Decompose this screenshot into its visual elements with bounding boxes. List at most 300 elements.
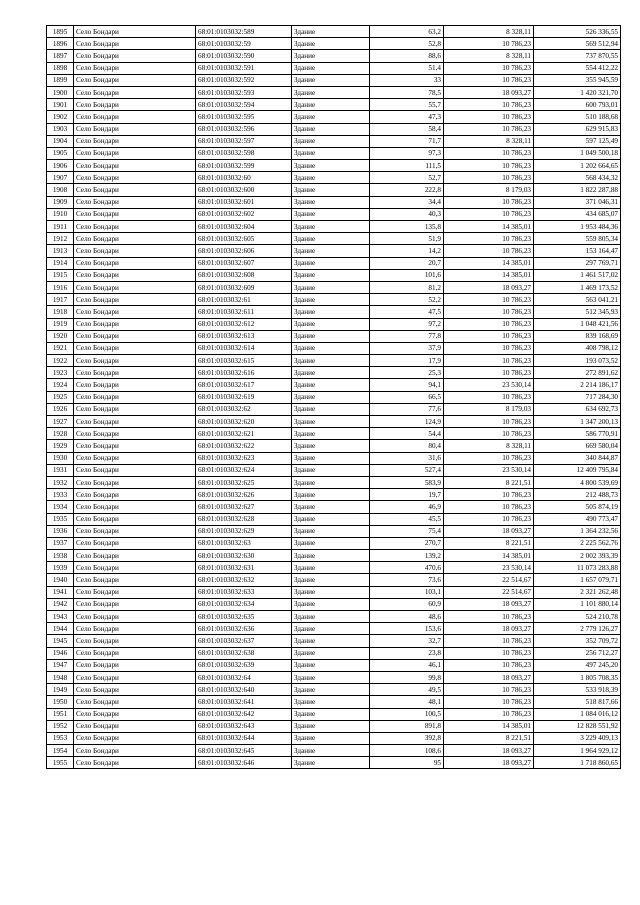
cell-cadastral-value: 510 188,68	[534, 111, 621, 123]
cell-cadastral-value: 12 828 551,92	[534, 720, 621, 732]
cell-cadastral-number: 68:01:0103032:630	[196, 550, 292, 562]
cell-specific-value: 23 530,14	[444, 562, 534, 574]
cell-cadastral-value: 1 964 929,12	[534, 745, 621, 757]
cell-cadastral-value: 839 168,69	[534, 330, 621, 342]
cell-cadastral-number: 68:01:0103032:604	[196, 221, 292, 233]
table-row	[47, 38, 621, 50]
cell-specific-value: 10 786,23	[444, 160, 534, 172]
cell-area: 97,3	[370, 147, 444, 159]
cell-specific-value: 10 786,23	[444, 452, 534, 464]
cell-object-type: Здание	[292, 684, 370, 696]
cell-cadastral-number: 68:01:0103032:602	[196, 208, 292, 220]
cell-cadastral-value: 554 412,22	[534, 62, 621, 74]
cell-cadastral-value: 11 073 283,88	[534, 562, 621, 574]
table-row	[47, 62, 621, 74]
cell-row-number: 1909	[47, 196, 74, 208]
cell-row-number: 1896	[47, 38, 74, 50]
cell-cadastral-number: 68:01:0103032:628	[196, 513, 292, 525]
cell-cadastral-number: 68:01:0103032:627	[196, 501, 292, 513]
table-row	[47, 598, 621, 610]
cell-cadastral-value: 340 844,87	[534, 452, 621, 464]
cell-row-number: 1918	[47, 306, 74, 318]
cell-specific-value: 10 786,23	[444, 172, 534, 184]
cell-locality: Село Бондари	[74, 257, 196, 269]
cell-object-type: Здание	[292, 147, 370, 159]
cell-locality: Село Бондари	[74, 647, 196, 659]
cell-locality: Село Бондари	[74, 745, 196, 757]
cell-row-number: 1908	[47, 184, 74, 196]
cell-area: 46,1	[370, 659, 444, 671]
cell-specific-value: 18 093,27	[444, 745, 534, 757]
cell-locality: Село Бондари	[74, 489, 196, 501]
table-row	[47, 233, 621, 245]
cell-area: 75,4	[370, 525, 444, 537]
table-row	[47, 440, 621, 452]
cell-cadastral-value: 533 918,39	[534, 684, 621, 696]
cell-locality: Село Бондари	[74, 50, 196, 62]
cell-locality: Село Бондари	[74, 416, 196, 428]
cell-row-number: 1929	[47, 440, 74, 452]
cell-area: 40,3	[370, 208, 444, 220]
table-row	[47, 221, 621, 233]
cell-specific-value: 8 221,51	[444, 476, 534, 488]
cell-cadastral-number: 68:01:0103032:644	[196, 732, 292, 744]
cell-row-number: 1919	[47, 318, 74, 330]
cell-row-number: 1950	[47, 696, 74, 708]
cell-cadastral-number: 68:01:0103032:595	[196, 111, 292, 123]
cell-area: 108,6	[370, 745, 444, 757]
cell-cadastral-value: 505 874,19	[534, 501, 621, 513]
cell-object-type: Здание	[292, 598, 370, 610]
cell-object-type: Здание	[292, 647, 370, 659]
table-row	[47, 574, 621, 586]
cell-cadastral-number: 68:01:0103032:642	[196, 708, 292, 720]
cell-row-number: 1917	[47, 294, 74, 306]
cell-row-number: 1943	[47, 611, 74, 623]
cell-cadastral-value: 297 769,71	[534, 257, 621, 269]
cell-cadastral-number: 68:01:0103032:631	[196, 562, 292, 574]
cell-specific-value: 8 221,51	[444, 732, 534, 744]
cell-area: 153,6	[370, 623, 444, 635]
cell-area: 47,5	[370, 306, 444, 318]
cell-specific-value: 22 514,67	[444, 586, 534, 598]
cell-object-type: Здание	[292, 635, 370, 647]
table-row	[47, 428, 621, 440]
table-body	[47, 26, 621, 769]
cell-cadastral-value: 2 214 186,17	[534, 379, 621, 391]
cell-cadastral-value: 1 953 484,36	[534, 221, 621, 233]
cell-area: 95	[370, 757, 444, 769]
cell-row-number: 1931	[47, 464, 74, 476]
cell-cadastral-number: 68:01:0103032:601	[196, 196, 292, 208]
cell-row-number: 1926	[47, 403, 74, 415]
cell-specific-value: 10 786,23	[444, 38, 534, 50]
table-row	[47, 160, 621, 172]
cell-row-number: 1898	[47, 62, 74, 74]
cell-object-type: Здание	[292, 86, 370, 98]
cell-cadastral-number: 68:01:0103032:629	[196, 525, 292, 537]
table-row	[47, 172, 621, 184]
table-row	[47, 74, 621, 86]
cell-area: 81,2	[370, 281, 444, 293]
cell-area: 47,3	[370, 111, 444, 123]
table-row	[47, 379, 621, 391]
table-row	[47, 318, 621, 330]
cell-cadastral-number: 68:01:0103032:621	[196, 428, 292, 440]
cell-row-number: 1902	[47, 111, 74, 123]
cell-area: 124,9	[370, 416, 444, 428]
cell-object-type: Здание	[292, 367, 370, 379]
cell-cadastral-value: 597 125,49	[534, 135, 621, 147]
cell-row-number: 1925	[47, 391, 74, 403]
cell-area: 891,8	[370, 720, 444, 732]
cell-object-type: Здание	[292, 659, 370, 671]
cell-cadastral-number: 68:01:0103032:64	[196, 671, 292, 683]
table-row	[47, 696, 621, 708]
cell-object-type: Здание	[292, 123, 370, 135]
cell-locality: Село Бондари	[74, 403, 196, 415]
cell-locality: Село Бондари	[74, 160, 196, 172]
cell-locality: Село Бондари	[74, 513, 196, 525]
cell-locality: Село Бондари	[74, 501, 196, 513]
cell-area: 52,7	[370, 172, 444, 184]
cell-area: 55,7	[370, 99, 444, 111]
cell-cadastral-value: 634 692,73	[534, 403, 621, 415]
cell-locality: Село Бондари	[74, 537, 196, 549]
table-row	[47, 391, 621, 403]
cell-row-number: 1952	[47, 720, 74, 732]
cell-specific-value: 10 786,23	[444, 123, 534, 135]
cell-cadastral-number: 68:01:0103032:60	[196, 172, 292, 184]
cell-row-number: 1947	[47, 659, 74, 671]
cell-area: 97,2	[370, 318, 444, 330]
cell-area: 20,7	[370, 257, 444, 269]
cell-locality: Село Бондари	[74, 562, 196, 574]
cell-object-type: Здание	[292, 379, 370, 391]
cell-object-type: Здание	[292, 428, 370, 440]
cell-row-number: 1901	[47, 99, 74, 111]
cell-specific-value: 14 385,01	[444, 720, 534, 732]
cell-cadastral-value: 1 202 664,65	[534, 160, 621, 172]
cell-area: 33	[370, 74, 444, 86]
cell-row-number: 1938	[47, 550, 74, 562]
table-row	[47, 367, 621, 379]
cell-locality: Село Бондари	[74, 342, 196, 354]
cell-object-type: Здание	[292, 330, 370, 342]
cell-object-type: Здание	[292, 99, 370, 111]
cell-area: 54,4	[370, 428, 444, 440]
cadastral-value-table	[46, 25, 621, 769]
cell-locality: Село Бондари	[74, 659, 196, 671]
cell-locality: Село Бондари	[74, 598, 196, 610]
cell-area: 52,8	[370, 38, 444, 50]
cell-specific-value: 14 385,01	[444, 550, 534, 562]
cell-specific-value: 10 786,23	[444, 416, 534, 428]
cell-cadastral-number: 68:01:0103032:639	[196, 659, 292, 671]
cell-row-number: 1930	[47, 452, 74, 464]
cell-object-type: Здание	[292, 732, 370, 744]
cell-object-type: Здание	[292, 745, 370, 757]
cell-specific-value: 10 786,23	[444, 391, 534, 403]
cell-row-number: 1916	[47, 281, 74, 293]
table-row	[47, 26, 621, 38]
cell-locality: Село Бондари	[74, 233, 196, 245]
cell-object-type: Здание	[292, 208, 370, 220]
table-row	[47, 452, 621, 464]
cell-object-type: Здание	[292, 720, 370, 732]
cell-cadastral-value: 1 347 200,13	[534, 416, 621, 428]
cell-object-type: Здание	[292, 489, 370, 501]
cell-area: 25,3	[370, 367, 444, 379]
cell-cadastral-value: 434 685,07	[534, 208, 621, 220]
cell-specific-value: 10 786,23	[444, 294, 534, 306]
cell-cadastral-number: 68:01:0103032:620	[196, 416, 292, 428]
cell-locality: Село Бондари	[74, 38, 196, 50]
cell-locality: Село Бондари	[74, 708, 196, 720]
cell-specific-value: 23 530,14	[444, 464, 534, 476]
cell-cadastral-number: 68:01:0103032:641	[196, 696, 292, 708]
cell-cadastral-number: 68:01:0103032:63	[196, 537, 292, 549]
table-row	[47, 647, 621, 659]
cell-locality: Село Бондари	[74, 391, 196, 403]
table-row	[47, 671, 621, 683]
cell-area: 66,5	[370, 391, 444, 403]
cell-locality: Село Бондари	[74, 452, 196, 464]
cell-object-type: Здание	[292, 233, 370, 245]
cell-area: 77,8	[370, 330, 444, 342]
cell-specific-value: 10 786,23	[444, 696, 534, 708]
cell-locality: Село Бондари	[74, 147, 196, 159]
cell-row-number: 1927	[47, 416, 74, 428]
cell-specific-value: 10 786,23	[444, 355, 534, 367]
cell-area: 100,5	[370, 708, 444, 720]
cell-locality: Село Бондари	[74, 99, 196, 111]
cell-object-type: Здание	[292, 452, 370, 464]
cell-row-number: 1904	[47, 135, 74, 147]
cell-row-number: 1900	[47, 86, 74, 98]
cell-specific-value: 8 179,03	[444, 184, 534, 196]
cell-locality: Село Бондари	[74, 574, 196, 586]
cell-locality: Село Бондари	[74, 684, 196, 696]
cell-cadastral-number: 68:01:0103032:596	[196, 123, 292, 135]
table-row	[47, 50, 621, 62]
cell-row-number: 1942	[47, 598, 74, 610]
cell-locality: Село Бондари	[74, 330, 196, 342]
cell-cadastral-value: 1 048 421,56	[534, 318, 621, 330]
cell-specific-value: 8 328,11	[444, 26, 534, 38]
cell-area: 49,5	[370, 684, 444, 696]
cell-cadastral-number: 68:01:0103032:62	[196, 403, 292, 415]
cell-row-number: 1923	[47, 367, 74, 379]
cell-object-type: Здание	[292, 501, 370, 513]
cell-specific-value: 10 786,23	[444, 233, 534, 245]
cell-specific-value: 23 530,14	[444, 379, 534, 391]
cell-specific-value: 14 385,01	[444, 221, 534, 233]
cell-object-type: Здание	[292, 50, 370, 62]
cell-cadastral-number: 68:01:0103032:592	[196, 74, 292, 86]
cell-object-type: Здание	[292, 696, 370, 708]
cell-cadastral-value: 490 773,47	[534, 513, 621, 525]
cell-row-number: 1933	[47, 489, 74, 501]
cell-cadastral-value: 2 002 393,39	[534, 550, 621, 562]
cell-specific-value: 10 786,23	[444, 611, 534, 623]
cell-cadastral-value: 563 041,21	[534, 294, 621, 306]
table-row	[47, 684, 621, 696]
cell-cadastral-value: 1 805 708,35	[534, 671, 621, 683]
cell-area: 31,6	[370, 452, 444, 464]
table-row	[47, 330, 621, 342]
cell-specific-value: 14 385,01	[444, 257, 534, 269]
cell-area: 88,6	[370, 50, 444, 62]
cell-specific-value: 10 786,23	[444, 708, 534, 720]
cell-locality: Село Бондари	[74, 757, 196, 769]
cell-locality: Село Бондари	[74, 86, 196, 98]
cell-specific-value: 10 786,23	[444, 147, 534, 159]
table-row	[47, 342, 621, 354]
cell-cadastral-number: 68:01:0103032:619	[196, 391, 292, 403]
cell-cadastral-number: 68:01:0103032:634	[196, 598, 292, 610]
cell-specific-value: 10 786,23	[444, 74, 534, 86]
cell-area: 23,8	[370, 647, 444, 659]
cell-specific-value: 18 093,27	[444, 525, 534, 537]
cell-row-number: 1928	[47, 428, 74, 440]
cell-locality: Село Бондари	[74, 611, 196, 623]
cell-area: 46,9	[370, 501, 444, 513]
cell-object-type: Здание	[292, 550, 370, 562]
table-row	[47, 257, 621, 269]
cell-locality: Село Бондари	[74, 550, 196, 562]
cell-cadastral-value: 1 420 321,70	[534, 86, 621, 98]
table-row	[47, 86, 621, 98]
cell-cadastral-number: 68:01:0103032:590	[196, 50, 292, 62]
cell-cadastral-value: 526 336,55	[534, 26, 621, 38]
cell-locality: Село Бондари	[74, 208, 196, 220]
cell-locality: Село Бондари	[74, 671, 196, 683]
cell-row-number: 1899	[47, 74, 74, 86]
cell-cadastral-number: 68:01:0103032:643	[196, 720, 292, 732]
cell-cadastral-value: 355 945,59	[534, 74, 621, 86]
cell-locality: Село Бондари	[74, 62, 196, 74]
table-row	[47, 111, 621, 123]
cell-specific-value: 10 786,23	[444, 342, 534, 354]
cell-row-number: 1937	[47, 537, 74, 549]
cell-area: 45,5	[370, 513, 444, 525]
cell-cadastral-value: 629 915,83	[534, 123, 621, 135]
cell-cadastral-number: 68:01:0103032:593	[196, 86, 292, 98]
cell-cadastral-value: 4 800 539,69	[534, 476, 621, 488]
cell-cadastral-number: 68:01:0103032:636	[196, 623, 292, 635]
table-row	[47, 611, 621, 623]
cell-object-type: Здание	[292, 671, 370, 683]
cell-cadastral-value: 272 891,62	[534, 367, 621, 379]
cell-object-type: Здание	[292, 160, 370, 172]
cell-cadastral-number: 68:01:0103032:614	[196, 342, 292, 354]
cell-area: 78,5	[370, 86, 444, 98]
cell-cadastral-value: 2 225 562,76	[534, 537, 621, 549]
cell-object-type: Здание	[292, 294, 370, 306]
cell-object-type: Здание	[292, 184, 370, 196]
cell-row-number: 1920	[47, 330, 74, 342]
table-row	[47, 550, 621, 562]
cell-cadastral-value: 1 364 232,56	[534, 525, 621, 537]
cell-specific-value: 18 093,27	[444, 671, 534, 683]
cell-cadastral-number: 68:01:0103032:597	[196, 135, 292, 147]
cell-specific-value: 18 093,27	[444, 623, 534, 635]
cell-cadastral-number: 68:01:0103032:61	[196, 294, 292, 306]
cell-cadastral-value: 153 164,47	[534, 245, 621, 257]
table-row	[47, 403, 621, 415]
cell-object-type: Здание	[292, 257, 370, 269]
cell-cadastral-number: 68:01:0103032:646	[196, 757, 292, 769]
cell-area: 111,5	[370, 160, 444, 172]
table-row	[47, 294, 621, 306]
cell-row-number: 1924	[47, 379, 74, 391]
cell-row-number: 1951	[47, 708, 74, 720]
table-row	[47, 757, 621, 769]
table-row	[47, 476, 621, 488]
cell-object-type: Здание	[292, 574, 370, 586]
cell-specific-value: 8 221,51	[444, 537, 534, 549]
cell-cadastral-value: 737 870,55	[534, 50, 621, 62]
cell-row-number: 1940	[47, 574, 74, 586]
cell-area: 103,1	[370, 586, 444, 598]
table-row	[47, 745, 621, 757]
cell-object-type: Здание	[292, 196, 370, 208]
cell-cadastral-value: 3 229 409,13	[534, 732, 621, 744]
cell-cadastral-number: 68:01:0103032:617	[196, 379, 292, 391]
cell-specific-value: 8 179,03	[444, 403, 534, 415]
cell-object-type: Здание	[292, 62, 370, 74]
table-row	[47, 355, 621, 367]
cell-row-number: 1906	[47, 160, 74, 172]
cell-cadastral-value: 559 805,34	[534, 233, 621, 245]
cell-locality: Село Бондари	[74, 623, 196, 635]
cell-object-type: Здание	[292, 623, 370, 635]
cell-object-type: Здание	[292, 26, 370, 38]
cell-cadastral-number: 68:01:0103032:635	[196, 611, 292, 623]
cell-cadastral-number: 68:01:0103032:640	[196, 684, 292, 696]
cell-cadastral-value: 586 770,91	[534, 428, 621, 440]
cell-row-number: 1946	[47, 647, 74, 659]
cell-specific-value: 18 093,27	[444, 281, 534, 293]
cell-specific-value: 10 786,23	[444, 318, 534, 330]
cell-specific-value: 8 328,11	[444, 135, 534, 147]
cell-specific-value: 10 786,23	[444, 111, 534, 123]
cell-row-number: 1949	[47, 684, 74, 696]
cell-specific-value: 8 328,11	[444, 50, 534, 62]
table-row	[47, 720, 621, 732]
cell-cadastral-value: 568 434,32	[534, 172, 621, 184]
cell-area: 19,7	[370, 489, 444, 501]
cell-specific-value: 10 786,23	[444, 62, 534, 74]
cell-specific-value: 14 385,01	[444, 269, 534, 281]
cell-area: 37,9	[370, 342, 444, 354]
table-row	[47, 708, 621, 720]
table-row	[47, 659, 621, 671]
cell-area: 139,2	[370, 550, 444, 562]
cell-row-number: 1953	[47, 732, 74, 744]
cell-row-number: 1954	[47, 745, 74, 757]
cell-area: 63,2	[370, 26, 444, 38]
cell-specific-value: 10 786,23	[444, 513, 534, 525]
cell-cadastral-number: 68:01:0103032:625	[196, 476, 292, 488]
cell-locality: Село Бондари	[74, 294, 196, 306]
cell-object-type: Здание	[292, 757, 370, 769]
cell-cadastral-number: 68:01:0103032:637	[196, 635, 292, 647]
table-row	[47, 135, 621, 147]
table-row	[47, 501, 621, 513]
cell-area: 101,6	[370, 269, 444, 281]
